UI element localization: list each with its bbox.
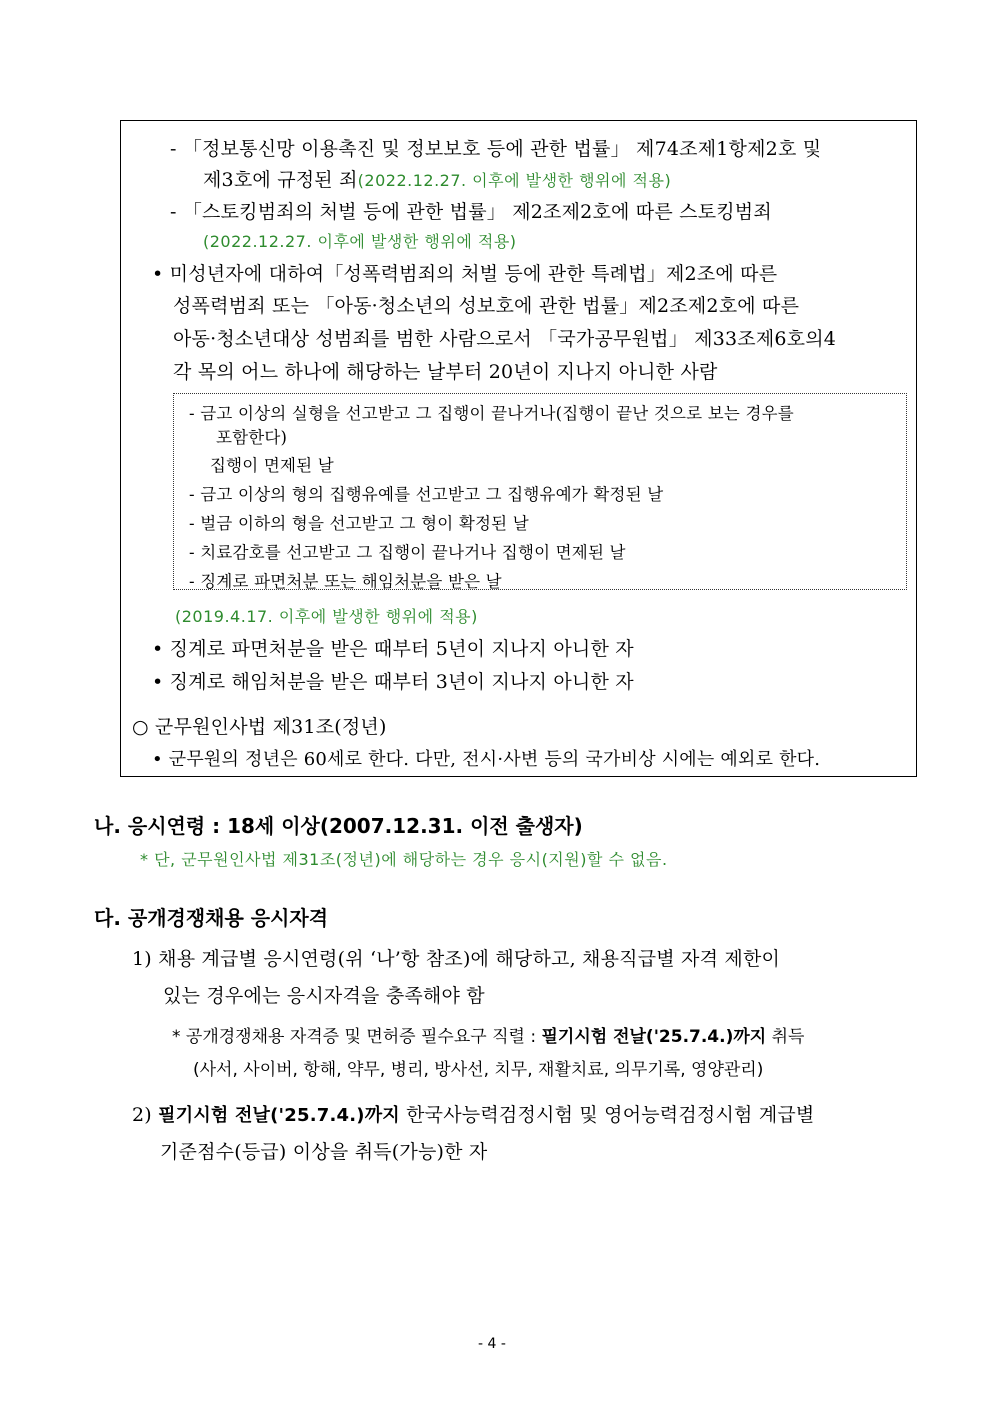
box-line-6: 성폭력범죄 또는 「아동·청소년의 성보호에 관한 법률」제2조제2호에 따른 — [173, 295, 800, 317]
da-item2-pre: 2) — [132, 1104, 159, 1126]
section-da-heading: 다. 공개경쟁채용 응시자격 — [94, 906, 329, 930]
da-item1-line1: 1) 채용 계급별 응시연령(위 ‘나’항 참조)에 해당하고, 채용직급별 자격 제한이 — [132, 948, 781, 970]
box-line-2-text: 제3호에 규정된 죄 — [203, 169, 358, 191]
inner-line-4: - 금고 이상의 형의 집행유예를 선고받고 그 집행유예가 확정된 날 — [189, 485, 664, 504]
da-item2-bold: 필기시험 전날('25.7.4.)까지 — [158, 1105, 400, 1126]
da-item2-line1 — [132, 1100, 814, 1127]
box-line-9-note: (2019.4.17. 이후에 발생한 행위에 적용) — [175, 607, 478, 626]
box-line-2-note: (2022.12.27. 이후에 발생한 행위에 적용) — [357, 171, 672, 190]
inner-line-6: - 치료감호를 선고받고 그 집행이 끝나거나 집행이 면제된 날 — [189, 543, 626, 562]
box-line-7: 아동·청소년대상 성범죄를 범한 사람으로서 「국가공무원법」 제33조제6호의4 — [173, 328, 837, 350]
box-line-8: 각 목의 어느 하나에 해당하는 날부터 20년이 지나지 아니한 사람 — [173, 361, 718, 383]
inner-line-7: - 징계로 파면처분 또는 해임처분을 받은 날 — [189, 572, 502, 591]
da-item1-note-bold: 필기시험 전날('25.7.4.)까지 — [541, 1027, 767, 1047]
da-item2-post: 한국사능력검정시험 및 영어능력검정시험 계급별 — [399, 1104, 815, 1126]
da-item1-note-post: 취득 — [766, 1027, 805, 1047]
inner-line-5: - 벌금 이하의 형을 선고받고 그 형이 확정된 날 — [189, 514, 529, 533]
box-line-12: ○ 군무원인사법 제31조(정년) — [132, 716, 387, 738]
page-number: - 4 - — [478, 1336, 506, 1352]
box-line-11: • 징계로 해임처분을 받은 때부터 3년이 지나지 아니한 자 — [152, 671, 634, 693]
da-item1-note-line2: (사서, 사이버, 항해, 약무, 병리, 방사선, 치무, 재활치료, 의무기록, 영양관리) — [193, 1060, 764, 1080]
da-item1-note-pre: * 공개경쟁채용 자격증 및 면허증 필수요구 직렬 : — [172, 1027, 542, 1047]
box-line-13: • 군무원의 정년은 60세로 한다. 다만, 전시·사변 등의 국가비상 시에는 예외로 한다. — [152, 749, 821, 770]
inner-line-2: 포함한다) — [216, 428, 288, 447]
da-item1-note — [172, 1022, 804, 1047]
box-line-1: - 「정보통신망 이용촉진 및 정보보호 등에 관한 법률」 제74조제1항제2호 및 — [170, 138, 822, 160]
inner-line-3: 집행이 면제된 날 — [210, 456, 334, 475]
inner-line-1: - 금고 이상의 실형을 선고받고 그 집행이 끝나거나(집행이 끝난 것으로 보는 경우를 — [189, 404, 794, 423]
section-na-heading: 나. 응시연령 : 18세 이상(2007.12.31. 이전 출생자) — [94, 814, 583, 838]
box-line-3: - 「스토킹범죄의 처벌 등에 관한 법률」 제2조제2호에 따른 스토킹범죄 — [170, 201, 772, 223]
box-line-10: • 징계로 파면처분을 받은 때부터 5년이 지나지 아니한 자 — [152, 638, 634, 660]
box-line-4-note: (2022.12.27. 이후에 발생한 행위에 적용) — [203, 232, 517, 251]
section-na-note: * 단, 군무원인사법 제31조(정년)에 해당하는 경우 응시(지원)할 수 없음. — [140, 850, 668, 869]
box-line-5: • 미성년자에 대하여「성폭력범죄의 처벌 등에 관한 특례법」제2조에 따른 — [152, 263, 778, 285]
da-item2-line2: 기준점수(등급) 이상을 취득(가능)한 자 — [160, 1141, 488, 1163]
da-item1-line2: 있는 경우에는 응시자격을 충족해야 함 — [163, 985, 485, 1007]
box-line-2 — [203, 165, 671, 192]
